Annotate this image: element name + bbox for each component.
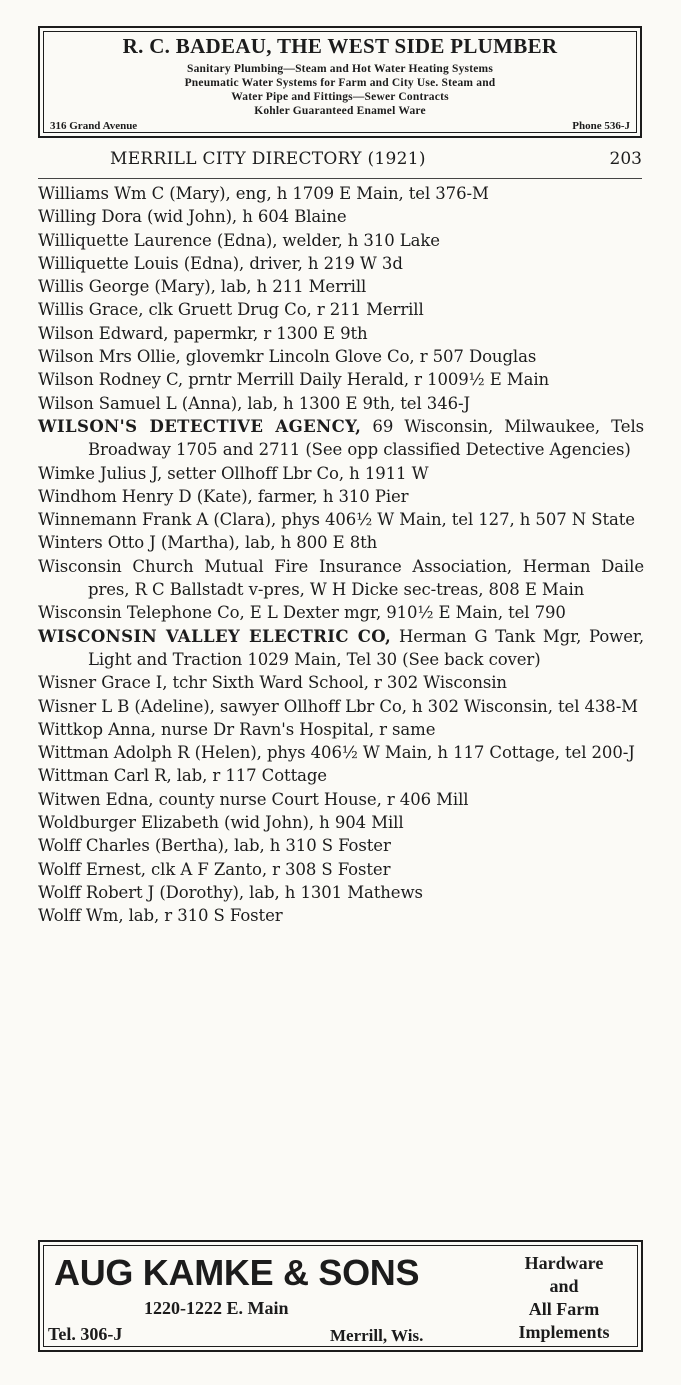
directory-entries xyxy=(38,182,644,928)
directory-entry xyxy=(38,182,644,205)
top-advertisement xyxy=(38,26,642,138)
entry-text: Wimke Julius J, setter Ollhoff Lbr Co, h 1911 W xyxy=(38,463,429,483)
entry-text: Wolff Charles (Bertha), lab, h 310 S Foster xyxy=(38,836,391,856)
entry-text: Wolff Wm, lab, r 310 S Foster xyxy=(38,906,283,926)
entry-text: 69 Wisconsin, Milwaukee, Tels Broadway 1705 and 2711 (See opp classified Detective Agencies) xyxy=(88,416,645,460)
directory-entry xyxy=(38,695,644,718)
bottom-ad-name: AUG KAMKE & SONS xyxy=(54,1252,420,1293)
top-ad-line-1: Sanitary Plumbing—Steam and Hot Water Heating Systems xyxy=(187,63,493,75)
entry-bold-name: WISCONSIN VALLEY ELECTRIC CO, xyxy=(38,626,392,646)
entry-text: Wisconsin Telephone Co, E L Dexter mgr, 910½ E Main, tel 790 xyxy=(38,603,566,623)
directory-entry xyxy=(38,485,644,508)
entry-text: Wilson Mrs Ollie, glovemkr Lincoln Glove Co, r 507 Douglas xyxy=(38,347,537,367)
top-ad-line-4: Kohler Guaranteed Enamel Ware xyxy=(254,105,426,117)
entry-text: Wisner L B (Adeline), sawyer Ollhoff Lbr Co, h 302 Wisconsin, tel 438-M xyxy=(38,696,638,716)
entry-text: Williquette Laurence (Edna), welder, h 310 Lake xyxy=(38,230,440,250)
directory-entry xyxy=(38,601,644,624)
directory-entry xyxy=(38,275,644,298)
bottom-ad-tel: Tel. 306-J xyxy=(48,1324,123,1344)
bottom-ad-city: Merrill, Wis. xyxy=(330,1326,424,1345)
entry-text: Wilson Rodney C, prntr Merrill Daily Herald, r 1009½ E Main xyxy=(38,370,550,390)
entry-text: Wisconsin Church Mutual Fire Insurance Association, Herman Daile pres, R C Ballstadt v-pres, W H Dicke sec-treas, 808 E Main xyxy=(38,556,644,600)
page-header xyxy=(38,147,642,173)
directory-entry xyxy=(38,811,644,834)
directory-title: MERRILL CITY DIRECTORY (1921) xyxy=(110,149,426,169)
top-ad-address: 316 Grand Avenue xyxy=(50,120,138,132)
entry-text: Windhom Henry D (Kate), farmer, h 310 Pier xyxy=(38,486,409,506)
page-number: 203 xyxy=(609,149,642,169)
top-ad-line-3: Water Pipe and Fittings—Sewer Contracts xyxy=(231,91,449,103)
top-ad-phone: Phone 536-J xyxy=(572,120,630,132)
directory-entry xyxy=(38,625,644,672)
entry-text: Williams Wm C (Mary), eng, h 1709 E Main, tel 376-M xyxy=(38,184,489,203)
bottom-ad-product-line-2: and xyxy=(549,1276,579,1296)
top-ad-title: R. C. BADEAU, THE WEST SIDE PLUMBER xyxy=(122,34,558,58)
directory-entry xyxy=(38,322,644,345)
entry-text: Wittman Adolph R (Helen), phys 406½ W Main, h 117 Cottage, tel 200-J xyxy=(38,743,635,763)
entry-text: Wolff Robert J (Dorothy), lab, h 1301 Mathews xyxy=(38,882,423,902)
directory-entry xyxy=(38,298,644,321)
directory-entry xyxy=(38,508,644,531)
directory-entry xyxy=(38,788,644,811)
entry-text: Wittman Carl R, lab, r 117 Cottage xyxy=(38,766,327,786)
directory-entry xyxy=(38,462,644,485)
bottom-ad-product-line-1: Hardware xyxy=(524,1253,604,1273)
entry-text: Wisner Grace I, tchr Sixth Ward School, r 302 Wisconsin xyxy=(38,673,507,693)
directory-entry xyxy=(38,881,644,904)
entry-text: Woldburger Elizabeth (wid John), h 904 Mill xyxy=(38,813,404,833)
directory-entry xyxy=(38,415,644,462)
entry-bold-name: WILSON'S DETECTIVE AGENCY, xyxy=(38,416,362,436)
directory-entry xyxy=(38,555,644,602)
directory-entry xyxy=(38,345,644,368)
directory-entry xyxy=(38,205,644,228)
directory-entry xyxy=(38,392,644,415)
entry-text: Winters Otto J (Martha), lab, h 800 E 8th xyxy=(38,533,378,553)
directory-entry xyxy=(38,718,644,741)
directory-entry xyxy=(38,764,644,787)
directory-entry xyxy=(38,671,644,694)
entry-text: Williquette Louis (Edna), driver, h 219 W 3d xyxy=(38,253,403,273)
directory-entry xyxy=(38,229,644,252)
directory-entry xyxy=(38,858,644,881)
entry-text: Herman G Tank Mgr, Power, Light and Traction 1029 Main, Tel 30 (See back cover) xyxy=(88,626,644,669)
entry-text: Willis Grace, clk Gruett Drug Co, r 211 Merrill xyxy=(38,300,424,320)
directory-entry xyxy=(38,252,644,275)
directory-entry xyxy=(38,531,644,554)
directory-entry xyxy=(38,834,644,857)
bottom-ad-address: 1220-1222 E. Main xyxy=(144,1298,289,1318)
entry-text: Wittkop Anna, nurse Dr Ravn's Hospital, r same xyxy=(38,719,436,739)
top-ad-line-2: Pneumatic Water Systems for Farm and City Use. Steam and xyxy=(184,77,496,89)
directory-entry xyxy=(38,741,644,764)
bottom-ad-product-line-3: All Farm xyxy=(528,1299,600,1319)
bottom-advertisement xyxy=(38,1240,643,1352)
entry-text: Witwen Edna, county nurse Court House, r 406 Mill xyxy=(38,789,469,809)
bottom-ad-products xyxy=(499,1252,629,1344)
entry-text: Wilson Edward, papermkr, r 1300 E 9th xyxy=(38,323,368,343)
entry-text: Winnemann Frank A (Clara), phys 406½ W Main, tel 127, h 507 N State xyxy=(38,510,635,530)
entry-text: Willis George (Mary), lab, h 211 Merrill xyxy=(38,277,367,297)
entry-text: Willing Dora (wid John), h 604 Blaine xyxy=(38,207,347,227)
entry-text: Wolff Ernest, clk A F Zanto, r 308 S Foster xyxy=(38,859,391,879)
directory-entry xyxy=(38,368,644,391)
bottom-ad-product-line-4: Implements xyxy=(518,1322,610,1342)
directory-entry xyxy=(38,904,644,927)
entry-text: Wilson Samuel L (Anna), lab, h 1300 E 9th, tel 346-J xyxy=(38,393,470,413)
header-rule xyxy=(38,178,642,179)
